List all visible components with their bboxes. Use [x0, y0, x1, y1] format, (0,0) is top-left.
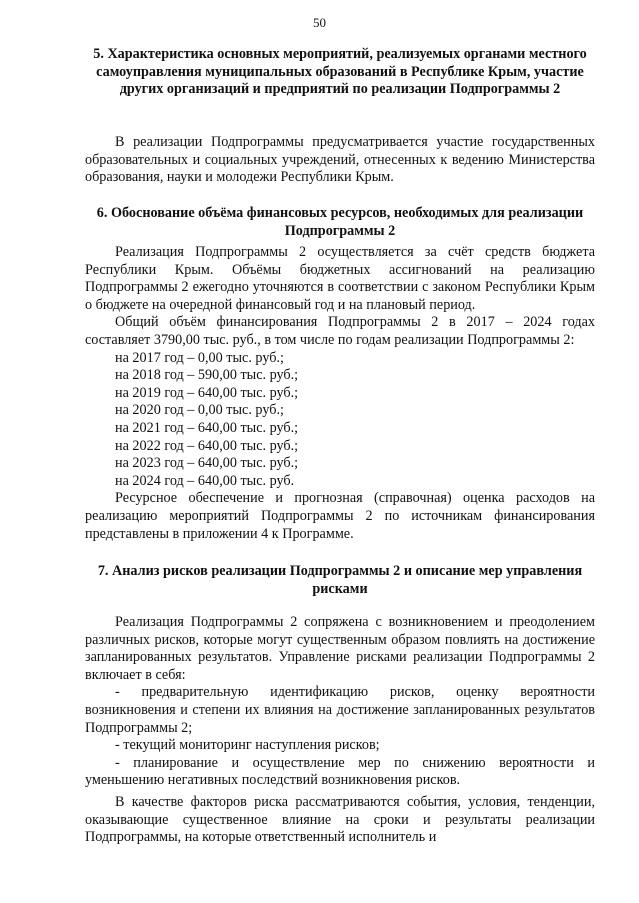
section-7 [85, 563, 595, 598]
section-6-body [85, 244, 595, 543]
year-item: на 2024 год – 640,00 тыс. руб. [115, 472, 295, 489]
year-item: на 2019 год – 640,00 тыс. руб.; [115, 384, 299, 401]
year-item: на 2023 год – 640,00 тыс. руб.; [115, 455, 299, 472]
year-item: на 2020 год – 0,00 тыс. руб.; [115, 402, 284, 419]
section-6-paragraph-1: Реализация Подпрограммы 2 осуществляется за счёт средств бюджета Республики Крым. Объёмы бюджетных ассигнований на реализацию Подпрограммы 2 ежегодно уточняются в соответствии с законом Республики Крым о бюджете на очередной финансовый год и на плановый период. [85, 244, 595, 313]
risk-measure-item: - предварительную идентификацию рисков, оценку вероятности возникновения и степени их влияния на достижение запланированных результатов Подпрограммы 2; [85, 684, 595, 736]
section-6-heading: 6. Обоснование объёма финансовых ресурсов, необходимых для реализации Подпрограммы 2 [96, 205, 584, 239]
page-number: 50 [313, 15, 326, 30]
section-7-paragraph-2: В качестве факторов риска рассматриваются события, условия, тенденции, оказывающие существенное влияние на сроки и результаты реализации Подпрограммы, на которые ответственный исполнитель и [85, 793, 595, 846]
section-7-heading: 7. Анализ рисков реализации Подпрограммы 2 и описание мер управления рисками [97, 563, 583, 597]
risk-measure-item: - текущий мониторинг наступления рисков; [115, 737, 380, 754]
section-5 [85, 46, 595, 99]
section-5-paragraph: В реализации Подпрограммы предусматривается участие государственных образовательных и социальных учреждений, отнесенных к ведению Министерства образования, науки и молодежи Республики Крым. [85, 134, 595, 186]
section-6 [85, 205, 595, 240]
year-item: на 2022 год – 640,00 тыс. руб.; [115, 437, 299, 454]
section-5-heading: 5. Характеристика основных мероприятий, реализуемых органами местного самоуправления муниципальных образований в Республике Крым, участие других организаций и предприятий по реализации Подпрограммы 2 [93, 46, 587, 98]
year-item: на 2017 год – 0,00 тыс. руб.; [115, 349, 284, 366]
section-6-paragraph-2: Общий объём финансирования Подпрограммы 2 в 2017 – 2024 годах составляет 3790,00 тыс. руб., в том числе по годам реализации Подпрограммы 2: [85, 314, 595, 348]
section-5-body [85, 134, 595, 187]
section-6-paragraph-3: Ресурсное обеспечение и прогнозная (справочная) оценка расходов на реализацию мероприятий Подпрограммы 2 по источникам финансирования представлены в приложении 4 к Программе. [85, 490, 595, 542]
year-item: на 2018 год – 590,00 тыс. руб.; [115, 367, 299, 384]
section-7-paragraph-1: Реализация Подпрограммы 2 сопряжена с возникновением и преодолением различных рисков, которые могут существенным образом повлиять на достижение запланированных результатов. Управление рисками реализации Подпрограммы 2 включает в себя: [85, 614, 595, 683]
section-7-body [85, 614, 595, 847]
risk-measure-item: - планирование и осуществление мер по снижению вероятности и уменьшению негативных последствий возникновения рисков. [85, 754, 595, 789]
year-item: на 2021 год – 640,00 тыс. руб.; [115, 419, 299, 436]
